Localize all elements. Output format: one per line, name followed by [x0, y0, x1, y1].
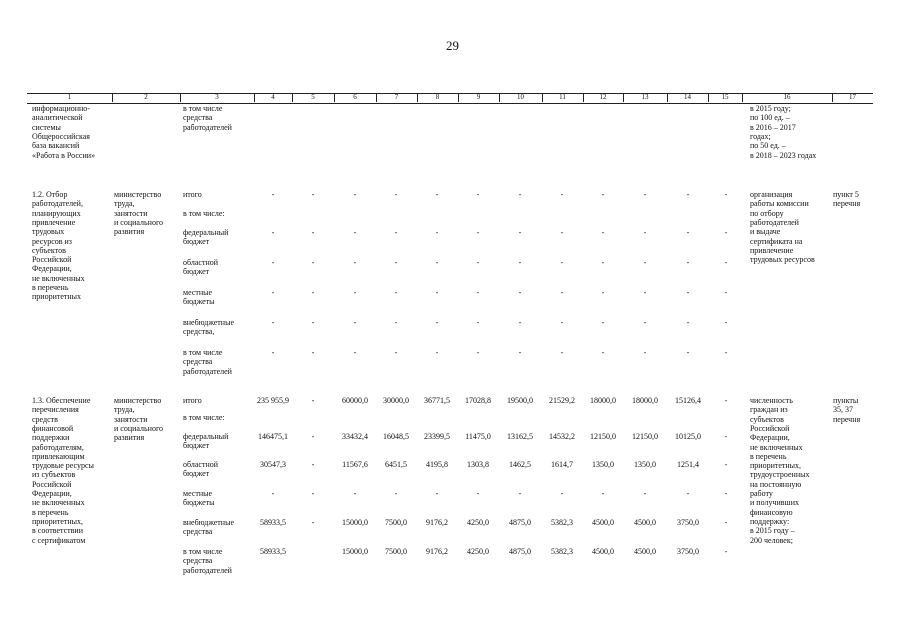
row13-value: - [686, 489, 690, 498]
row13-subrow-label: в том числе: [183, 413, 225, 422]
row12-value: - [724, 228, 728, 237]
row13-col2-line: занятости [114, 414, 148, 424]
row12-value: - [686, 288, 690, 297]
header-col-13: 13 [641, 93, 649, 101]
row12-value: - [476, 228, 480, 237]
row12-value: - [560, 190, 564, 199]
row13-col1-line: 1.3. Обеспечение [32, 396, 91, 405]
row12-value: - [724, 348, 728, 357]
header-col-5: 5 [311, 93, 315, 101]
row12-value: - [601, 190, 605, 199]
row13-value: 1251,4 [677, 460, 699, 469]
cont-col3-line: в том числе [183, 104, 223, 113]
row13-value: 11567,6 [342, 460, 368, 469]
row12-value: - [560, 258, 564, 267]
row12-value: - [271, 190, 275, 199]
row12-value: - [435, 190, 439, 199]
row12-col2-line: труда, [114, 199, 135, 209]
row13-value: - [435, 489, 439, 498]
row12-value: - [518, 288, 522, 297]
row12-col16-line: работы комиссии [750, 199, 809, 209]
row12-value: - [394, 258, 398, 267]
row12-value: - [435, 288, 439, 297]
row12-value: - [686, 190, 690, 199]
cont-col1-line: аналитической [32, 113, 83, 123]
row13-col16-line: в 2015 году – [750, 526, 795, 536]
row13-col1-line: поддержки [32, 433, 70, 443]
row13-col1-line: работодателям, [32, 442, 84, 452]
row13-value: 16048,5 [383, 432, 409, 441]
row13-value: - [724, 518, 728, 527]
header-col-4: 4 [271, 93, 275, 101]
row12-value: - [686, 258, 690, 267]
row13-col16-line: численность [750, 396, 793, 405]
row13-value: - [724, 460, 728, 469]
row12-value: - [643, 318, 647, 327]
row12-value: - [353, 228, 357, 237]
row12-value: - [353, 258, 357, 267]
row12-col16-line: и выдаче [750, 227, 781, 237]
row13-col16-line: работу [750, 489, 773, 498]
row13-value: 12150,0 [590, 432, 616, 441]
row13-value: 30000,0 [383, 396, 409, 405]
row12-col1-line: трудовых [32, 227, 65, 237]
row13-value: 58933,5 [260, 547, 286, 556]
row12-value: - [271, 318, 275, 327]
row12-value: - [643, 258, 647, 267]
row13-subrow-label: в том числе [183, 547, 223, 556]
row13-value: - [353, 489, 357, 498]
row12-subrow-label: областной [183, 258, 219, 267]
row12-col1-line: субъектов [32, 245, 66, 255]
row12-value: - [601, 348, 605, 357]
row13-subrow-label: средства [183, 556, 213, 566]
cont-col16-line: в 2015 году; [750, 104, 791, 113]
row12-subrow-label: бюджеты [183, 297, 215, 307]
row13-col16-line: трудоустроенных [750, 470, 810, 480]
row13-col2-line: развития [114, 433, 145, 443]
row12-value: - [643, 228, 647, 237]
row12-subrow-label: средства [183, 357, 213, 367]
row12-value: - [353, 190, 357, 199]
row12-value: - [601, 228, 605, 237]
row12-value: - [435, 348, 439, 357]
cont-col16-line: в 2018 – 2023 годах [750, 150, 817, 160]
row12-value: - [311, 288, 315, 297]
row13-value: 7500,0 [385, 518, 407, 527]
row13-value: 235 955,9 [257, 396, 289, 405]
row13-value: 1614,7 [551, 460, 573, 469]
row12-value: - [476, 348, 480, 357]
row12-subrow-label: бюджет [183, 267, 210, 277]
row12-col16-line: трудовых ресурсов [750, 255, 815, 265]
row13-col2-line: и социального [114, 423, 164, 433]
row13-value: 10125,0 [675, 432, 701, 441]
row12-value: - [271, 258, 275, 267]
row13-value: 4250,0 [467, 547, 489, 556]
header-col-3: 3 [215, 93, 219, 101]
row12-value: - [311, 258, 315, 267]
row12-value: - [311, 318, 315, 327]
row12-value: - [724, 288, 728, 297]
row13-col1-line: финансовой [32, 423, 74, 433]
row12-value: - [724, 258, 728, 267]
row12-value: - [394, 190, 398, 199]
row12-value: - [643, 288, 647, 297]
row13-value: - [643, 489, 647, 498]
row12-col1-line: планирующих [32, 208, 81, 218]
row12-col1-line: ресурсов из [32, 236, 72, 246]
row12-subrow-label: федеральный [183, 228, 229, 237]
row12-col2-line: развития [114, 227, 145, 237]
row12-value: - [394, 348, 398, 357]
header-divider [542, 93, 543, 102]
header-divider [254, 93, 255, 102]
row13-col16-line: не включенных [750, 442, 803, 452]
row12-value: - [560, 318, 564, 327]
row13-value: - [724, 396, 728, 405]
row13-value: 19500,0 [507, 396, 533, 405]
row13-col1-line: приоритетных, [32, 516, 84, 526]
row12-col1-line: в перечень [32, 283, 69, 292]
row13-value: - [724, 489, 728, 498]
row12-subrow-label: итого [183, 190, 202, 199]
row12-value: - [643, 348, 647, 357]
row12-value: - [311, 348, 315, 357]
header-divider [832, 93, 833, 102]
row13-col16-line: граждан из [750, 405, 788, 415]
row13-subrow-label: местные [183, 489, 213, 498]
row13-col1-line: из субъектов [32, 470, 76, 480]
row13-col17-line: пункты [833, 396, 859, 405]
row12-subrow-label: внебюджетные [183, 318, 234, 327]
row13-value: 14532,2 [549, 432, 575, 441]
row13-subrow-label: бюджеты [183, 498, 215, 508]
row13-col1-line: трудовые ресурсы [32, 461, 94, 471]
header-col-8: 8 [435, 93, 440, 101]
cont-col1-line: база вакансий [32, 141, 80, 151]
row13-value: 4875,0 [509, 518, 531, 527]
row13-value: 4500,0 [634, 518, 656, 527]
row13-value: - [476, 489, 480, 498]
row12-col16-line: по отбору [750, 208, 784, 218]
row13-value: 4500,0 [592, 518, 614, 527]
row12-value: - [271, 288, 275, 297]
row13-value: 18000,0 [632, 396, 658, 405]
header-divider [499, 93, 500, 102]
row13-value: 3750,0 [677, 547, 699, 556]
row13-col1-line: средств [32, 414, 58, 424]
row13-col16-line: приоритетных, [750, 461, 802, 471]
header-divider [667, 93, 668, 102]
row13-col16-line: Федерации, [750, 433, 790, 443]
header-col-15: 15 [721, 93, 729, 101]
row13-col16-line: и получивших [750, 498, 799, 508]
row13-value: - [560, 489, 564, 498]
row12-value: - [518, 318, 522, 327]
row12-value: - [271, 348, 275, 357]
row13-subrow-label: бюджет [183, 441, 210, 451]
row13-value: - [601, 489, 605, 498]
row13-value: 6451,5 [385, 460, 407, 469]
row13-value: - [311, 518, 315, 527]
row12-subrow-label: в том числе: [183, 209, 225, 218]
row12-col17-line: пункт 5 [833, 190, 859, 199]
row12-col1-line: 1.2. Отбор [32, 190, 68, 199]
row13-col16-line: на постоянную [750, 479, 802, 489]
row12-value: - [394, 228, 398, 237]
row12-col16-line: организация [750, 190, 793, 199]
row13-value: - [724, 547, 728, 556]
row12-value: - [601, 288, 605, 297]
header-col-10: 10 [517, 93, 524, 101]
row13-value: 33432,4 [342, 432, 368, 441]
row13-value: 36771,5 [424, 396, 450, 405]
row12-col16-line: сертификата на [750, 236, 803, 246]
row12-value: - [435, 318, 439, 327]
header-divider [334, 93, 335, 102]
row13-value: 1462,5 [509, 460, 531, 469]
row12-col1-line: работодателей, [32, 199, 83, 209]
header-col-7: 7 [394, 93, 399, 101]
row12-value: - [724, 318, 728, 327]
row13-col2-line: труда, [114, 405, 135, 415]
cont-col1-line: системы [32, 122, 61, 132]
header-divider [376, 93, 377, 102]
row12-value: - [311, 228, 315, 237]
cont-col1-line: «Работа в России» [32, 150, 95, 160]
header-col-9: 9 [476, 93, 481, 101]
row12-value: - [435, 258, 439, 267]
row13-value: 1350,0 [592, 460, 614, 469]
row13-col16-line: поддержку: [750, 516, 790, 526]
row13-col2-line: министерство [114, 396, 162, 405]
row12-col1-line: не включенных [32, 273, 85, 283]
header-divider [623, 93, 624, 102]
header-col-2: 2 [144, 93, 148, 101]
row12-value: - [686, 228, 690, 237]
row13-value: 58933,5 [260, 518, 286, 527]
row12-value: - [476, 288, 480, 297]
header-col-1: 1 [67, 93, 72, 101]
row13-col1-line: Российской [32, 479, 72, 489]
row12-col16-line: привлечение [750, 245, 794, 255]
row13-value: 5382,3 [551, 547, 573, 556]
row13-value: 1303,8 [467, 460, 489, 469]
row13-value: 18000,0 [590, 396, 616, 405]
row13-value: 11475,0 [465, 432, 491, 441]
row13-value: 13162,5 [507, 432, 533, 441]
row13-value: - [394, 489, 398, 498]
row13-subrow-label: федеральный [183, 432, 229, 441]
row13-subrow-label: итого [183, 396, 202, 405]
row12-value: - [518, 348, 522, 357]
header-col-17: 17 [849, 93, 856, 101]
header-col-16: 16 [783, 93, 791, 101]
row12-value: - [394, 288, 398, 297]
row13-value: - [311, 489, 315, 498]
row12-subrow-label: в том числе [183, 348, 223, 357]
row13-col1-line: с сертификатом [32, 535, 86, 545]
cont-col16-line: по 50 ед. – [750, 141, 786, 151]
row12-value: - [686, 348, 690, 357]
row12-value: - [724, 190, 728, 199]
cont-col3-line: работодателей [183, 122, 232, 132]
row13-col16-line: субъектов [750, 414, 784, 424]
row12-value: - [311, 190, 315, 199]
row12-value: - [353, 348, 357, 357]
row13-value: 9176,2 [426, 547, 448, 556]
row12-value: - [353, 318, 357, 327]
row13-subrow-label: областной [183, 460, 219, 469]
header-col-6: 6 [353, 93, 357, 101]
row12-value: - [271, 228, 275, 237]
header-divider [417, 93, 418, 102]
row12-col2-line: министерство [114, 190, 162, 199]
row13-value: 4875,0 [509, 547, 531, 556]
cont-col1-line: Общероссийская [32, 131, 90, 141]
row13-value: - [311, 396, 315, 405]
row13-col1-line: привлекающим [32, 451, 85, 461]
header-col-14: 14 [684, 93, 691, 101]
row13-value: 4195,8 [426, 460, 448, 469]
row12-col1-line: приоритетных [32, 292, 82, 302]
row13-subrow-label: средства [183, 527, 213, 537]
row12-value: - [560, 228, 564, 237]
row13-col1-line: Федерации, [32, 489, 72, 498]
row13-value: 60000,0 [342, 396, 368, 405]
header-divider [292, 93, 293, 102]
row12-value: - [686, 318, 690, 327]
row13-value: 4500,0 [592, 547, 614, 556]
cont-col16-line: годах; [750, 131, 771, 141]
header-divider [708, 93, 709, 102]
header-divider [742, 93, 743, 102]
cont-col16-line: в 2016 – 2017 [750, 122, 796, 132]
row12-value: - [518, 228, 522, 237]
row13-col1-line: перечисления [32, 405, 79, 415]
row13-value: 9176,2 [426, 518, 448, 527]
row13-col17-line: 35, 37 [833, 405, 853, 415]
cont-col3-line: средства [183, 113, 213, 123]
row13-value: 30547,3 [260, 460, 286, 469]
row13-subrow-label: внебюджетные [183, 518, 234, 527]
row12-value: - [601, 318, 605, 327]
row12-col2-line: занятости [114, 208, 148, 218]
row13-value: 23399,5 [424, 432, 450, 441]
row12-col1-line: привлечение [32, 217, 76, 227]
row13-subrow-label: работодателей [183, 565, 232, 575]
row12-col2-line: и социального [114, 217, 164, 227]
row13-value: 7500,0 [385, 547, 407, 556]
header-divider [583, 93, 584, 102]
row13-col16-line: финансовую [750, 507, 793, 517]
row12-value: - [476, 258, 480, 267]
row12-value: - [518, 190, 522, 199]
row12-col1-line: Федерации, [32, 264, 72, 274]
row12-value: - [353, 288, 357, 297]
row12-value: - [601, 258, 605, 267]
row12-value: - [435, 228, 439, 237]
row12-value: - [394, 318, 398, 327]
row13-value: - [518, 489, 522, 498]
cont-col16-line: по 100 ед. – [750, 113, 790, 123]
page-number: 29 [446, 38, 459, 53]
row13-value: 4250,0 [467, 518, 489, 527]
row12-value: - [518, 258, 522, 267]
row13-value: 15000,0 [342, 547, 368, 556]
row12-subrow-label: работодателей [183, 366, 232, 376]
row13-value: 4500,0 [634, 547, 656, 556]
row13-value: 17028,8 [465, 396, 491, 405]
row12-value: - [560, 348, 564, 357]
row13-col1-line: в соответствии [32, 526, 83, 536]
header-col-12: 12 [599, 93, 607, 101]
row13-value: 15000,0 [342, 518, 368, 527]
header-divider [458, 93, 459, 102]
row12-col17-line: перечня [833, 199, 861, 209]
row13-value: 3750,0 [677, 518, 699, 527]
row13-value: - [311, 432, 315, 441]
row12-value: - [476, 190, 480, 199]
row13-value: - [311, 460, 315, 469]
header-col-11: 11 [559, 93, 566, 101]
row13-value: - [724, 432, 728, 441]
row13-col1-line: не включенных [32, 498, 85, 508]
header-divider [180, 93, 181, 102]
row13-value: 21529,2 [549, 396, 575, 405]
row13-col1-line: в перечень [32, 507, 69, 517]
row12-value: - [476, 318, 480, 327]
row12-col1-line: Российской [32, 255, 72, 265]
row13-value: 12150,0 [632, 432, 658, 441]
row12-subrow-label: бюджет [183, 237, 210, 247]
row13-value: 1350,0 [634, 460, 656, 469]
row13-subrow-label: бюджет [183, 469, 210, 479]
row12-subrow-label: местные [183, 288, 213, 297]
row13-col17-line: перечня [833, 414, 861, 424]
row13-value: 5382,3 [551, 518, 573, 527]
row13-col16-line: 200 человек; [750, 535, 793, 545]
row12-value: - [560, 288, 564, 297]
row13-value: 15126,4 [675, 396, 701, 405]
row13-col16-line: в перечень [750, 451, 787, 461]
row13-col16-line: Российской [750, 423, 790, 433]
row13-value: 146475,1 [258, 432, 288, 441]
cont-col1-line: информационно- [32, 104, 90, 113]
row12-value: - [643, 190, 647, 199]
header-divider [112, 93, 113, 102]
row13-value: - [271, 489, 275, 498]
row12-col16-line: работодателей [750, 217, 799, 227]
row12-subrow-label: средства, [183, 327, 215, 337]
